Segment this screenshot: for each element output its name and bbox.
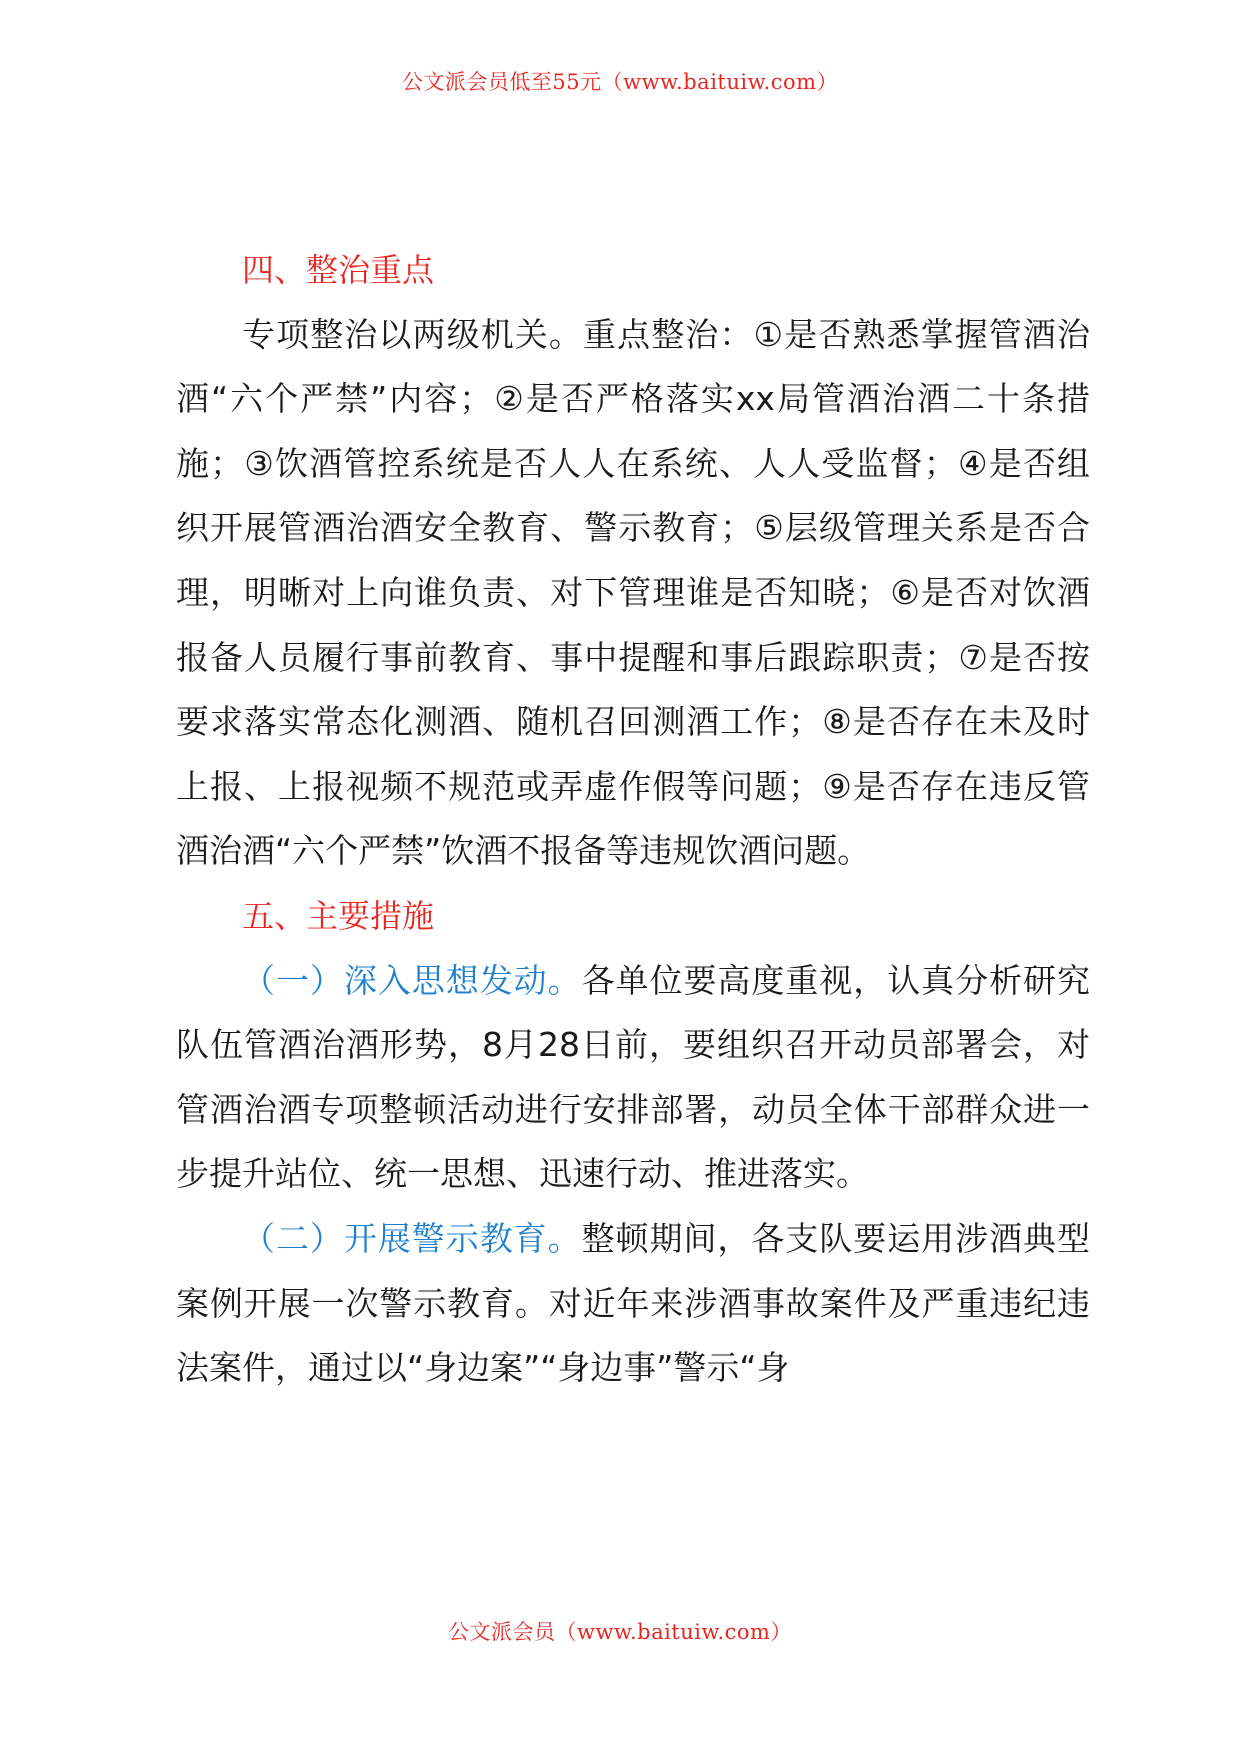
- section-heading-4: 四、整治重点: [242, 251, 435, 289]
- measure-title-2: （二）开展警示教育。: [242, 1218, 582, 1258]
- header-banner: 公文派会员低至55元（www.baituiw.com）: [401, 70, 839, 94]
- document-body: [176, 238, 1090, 1401]
- measure-title-1: （一）深入思想发动。: [242, 960, 582, 1000]
- footer-banner: 公文派会员（www.baituiw.com）: [448, 1620, 792, 1644]
- measure-body-2: 整顿期间，各支队要运用涉酒典型案例开展一次警示教育。对近年来涉酒事故案件及严重违纪违法案件，通过以“身边案”“身边事”警示“身: [176, 1218, 1091, 1388]
- section-paragraph-4: 专项整治以两级机关。重点整治：①是否熟悉掌握管酒治酒“六个严禁”内容；②是否严格落实xx局管酒治酒二十条措施；③饮酒管控系统是否人人在系统、人人受监督；④是否组织开展管酒治酒安全教育、警示教育；⑤层级管理关系是否合理，明晰对上向谁负责、对下管理谁是否知晓；⑥是否对饮酒报备人员履行事前教育、事中提醒和事后跟踪职责；⑦是否按要求落实常态化测酒、随机召回测酒工作；⑧是否存在未及时上报、上报视频不规范或弄虚作假等问题；⑨是否存在违反管酒治酒“六个严禁”饮酒不报备等违规饮酒问题。: [176, 314, 1090, 871]
- measure-body-1: 各单位要高度重视，认真分析研究队伍管酒治酒形势，8月28日前，要组织召开动员部署会，对管酒治酒专项整顿活动进行安排部署，动员全体干部群众进一步提升站位、统一思想、迅速行动、推进落实。: [176, 960, 1091, 1194]
- section-heading-5: 五、主要措施: [242, 896, 435, 935]
- measure-paragraph-2: [176, 1207, 1090, 1401]
- measure-paragraph-1: [176, 949, 1090, 1207]
